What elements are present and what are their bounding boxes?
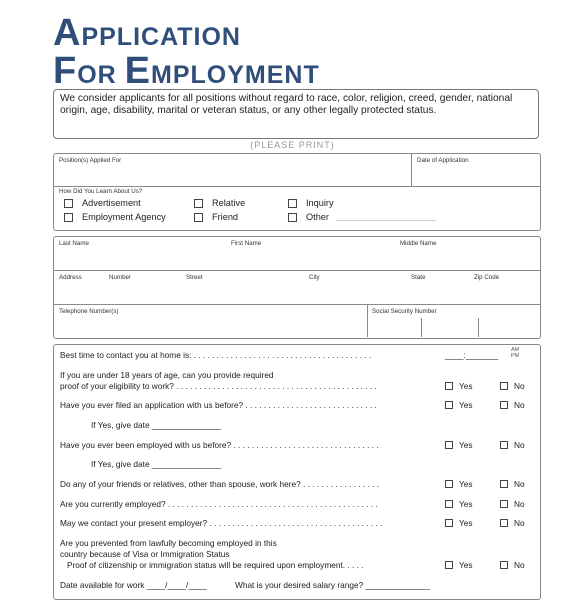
checkbox-icon: [500, 500, 508, 508]
divider: [367, 304, 368, 337]
checkbox-icon: [500, 519, 508, 527]
how-learned-label: How Did You Learn About Us?: [59, 188, 143, 195]
checkbox-icon: [194, 213, 203, 222]
pm-label: PM: [511, 353, 520, 359]
first-name-field[interactable]: First Name: [231, 240, 262, 247]
date-of-application-field[interactable]: Date of Application: [417, 157, 469, 164]
checkbox-icon: [288, 199, 297, 208]
under18-yes[interactable]: Yes: [445, 381, 473, 391]
address-label: Address: [59, 274, 82, 281]
checkbox-icon: [64, 199, 73, 208]
checkbox-icon: [500, 382, 508, 390]
checkbox-icon: [64, 213, 73, 222]
employed-before-question: Have you ever been employed with us before? . . . . . . . . . . . . . . . . . . . . . . . . . . . . . . . .: [60, 440, 379, 450]
street-field[interactable]: Street: [186, 274, 203, 281]
relative-checkbox[interactable]: Relative: [194, 198, 245, 208]
checkbox-icon: [500, 561, 508, 569]
number-field[interactable]: Number: [109, 274, 132, 281]
checkbox-icon: [445, 480, 453, 488]
inquiry-checkbox[interactable]: Inquiry: [288, 198, 334, 208]
position-applied-field[interactable]: Position(s) Applied For: [59, 157, 122, 164]
other-checkbox[interactable]: Other: [288, 212, 329, 222]
under18-question-cont: proof of your eligibility to work? . . . . . . . . . . . . . . . . . . . . . . . . . . . . . . . . . . . . . . . . . . . .: [60, 381, 377, 391]
prevented-question: Are you prevented from lawfully becoming employed in this: [60, 538, 277, 548]
middle-name-field[interactable]: Middle Name: [400, 240, 437, 247]
checkbox-icon: [500, 441, 508, 449]
applied-before-yes[interactable]: Yes: [445, 400, 473, 410]
ssn-field[interactable]: Social Security Number: [372, 308, 437, 315]
checkbox-icon: [445, 500, 453, 508]
friends-relatives-question: Do any of your friends or relatives, other than spouse, work here? . . . . . . . . . . . . . . . . .: [60, 479, 380, 489]
currently-employed-yes[interactable]: Yes: [445, 499, 473, 509]
contact-employer-yes[interactable]: Yes: [445, 518, 473, 528]
divider: [53, 270, 540, 271]
checkbox-icon: [445, 382, 453, 390]
zip-code-field[interactable]: Zip Code: [474, 274, 500, 281]
checkbox-icon: [500, 401, 508, 409]
salary-range-input[interactable]: What is your desired salary range? ______________: [235, 580, 431, 590]
checkbox-icon: [445, 519, 453, 527]
employed-before-no[interactable]: No: [500, 440, 525, 450]
other-input-line[interactable]: _____________________________: [336, 214, 436, 221]
checkbox-icon: [445, 401, 453, 409]
applied-before-question: Have you ever filed an application with us before? . . . . . . . . . . . . . . . . . . . . . . . . . . . . .: [60, 400, 377, 410]
friends-relatives-no[interactable]: No: [500, 479, 525, 489]
friends-relatives-yes[interactable]: Yes: [445, 479, 473, 489]
checkbox-icon: [288, 213, 297, 222]
form-subtitle: FOR EMPLOYMENT: [53, 50, 320, 92]
state-field[interactable]: State: [411, 274, 426, 281]
form-title: APPLICATION: [53, 12, 241, 54]
date-available-input[interactable]: Date available for work ____/____/____: [60, 580, 207, 590]
divider: [478, 318, 479, 337]
divider: [53, 186, 540, 187]
currently-employed-no[interactable]: No: [500, 499, 525, 509]
last-name-field[interactable]: Last Name: [59, 240, 89, 247]
employed-date-input[interactable]: If Yes, give date _______________: [91, 459, 222, 469]
checkbox-icon: [194, 199, 203, 208]
under18-no[interactable]: No: [500, 381, 525, 391]
prevented-question-cont: country because of Visa or Immigration Status: [60, 549, 230, 559]
personal-info-section: [53, 236, 541, 339]
divider: [53, 304, 540, 305]
employed-before-yes[interactable]: Yes: [445, 440, 473, 450]
best-time-input[interactable]: ____:_______: [445, 350, 499, 360]
advertisement-checkbox[interactable]: Advertisement: [64, 198, 141, 208]
divider: [421, 318, 422, 337]
please-print-note: (PLEASE PRINT): [250, 140, 335, 150]
contact-employer-no[interactable]: No: [500, 518, 525, 528]
checkbox-icon: [445, 561, 453, 569]
friend-checkbox[interactable]: Friend: [194, 212, 238, 222]
city-field[interactable]: City: [309, 274, 320, 281]
eeo-statement: We consider applicants for all positions without regard to race, color, religion, creed, gender, national origin, age, disability, marital or veteran status, or any other legally protected status.: [53, 89, 539, 139]
employment-agency-checkbox[interactable]: Employment Agency: [64, 212, 166, 222]
under18-question: If you are under 18 years of age, can you provide required: [60, 370, 274, 380]
contact-employer-question: May we contact your present employer? . . . . . . . . . . . . . . . . . . . . . . . . . . . . . . . . . . . . . .: [60, 518, 383, 528]
best-time-question: Best time to contact you at home is: . . . . . . . . . . . . . . . . . . . . . . . . . . . . . . . . . . . . . . .: [60, 350, 372, 360]
checkbox-icon: [500, 480, 508, 488]
applied-before-no[interactable]: No: [500, 400, 525, 410]
prevented-yes[interactable]: Yes: [445, 560, 473, 570]
applied-date-input[interactable]: If Yes, give date _______________: [91, 420, 222, 430]
prevented-no[interactable]: No: [500, 560, 525, 570]
citizenship-proof-note: Proof of citizenship or immigration status will be required upon employment. . . . .: [67, 560, 364, 570]
checkbox-icon: [445, 441, 453, 449]
telephone-field[interactable]: Telephone Number(s): [59, 308, 119, 315]
currently-employed-question: Are you currently employed? . . . . . . . . . . . . . . . . . . . . . . . . . . . . . . . . . . . . . . . . . . . . . .: [60, 499, 378, 509]
divider: [411, 153, 412, 186]
am-label: AM: [511, 347, 520, 353]
